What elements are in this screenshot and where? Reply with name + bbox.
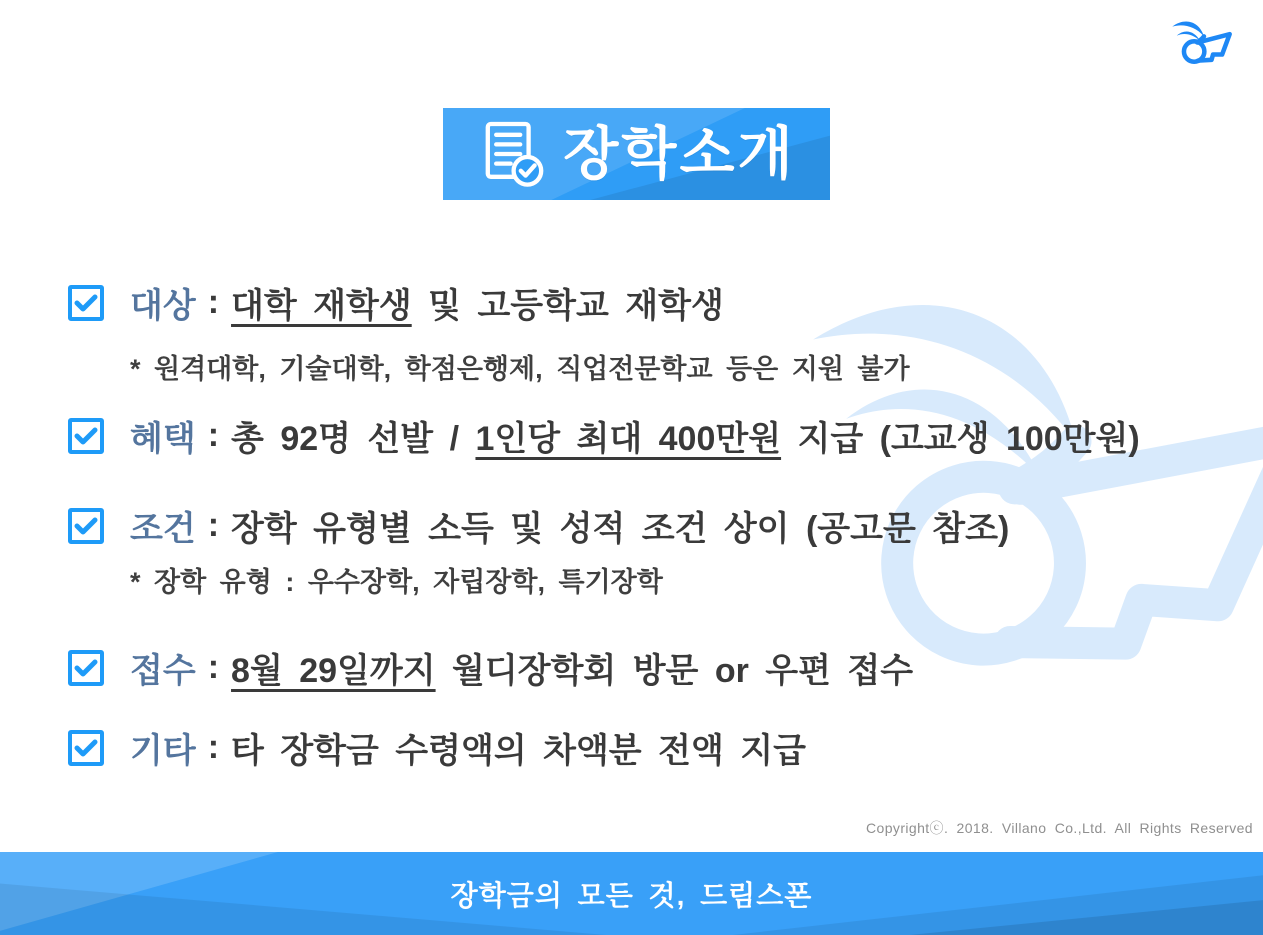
bird-logo-icon <box>1169 16 1245 84</box>
item-text: 타 장학금 수령액의 차액분 전액 지급 <box>231 732 806 770</box>
underlined-text: 대학 재학생 <box>231 287 412 325</box>
title-banner <box>443 108 830 200</box>
footer-bar <box>0 852 1263 935</box>
item-colon: : <box>207 728 220 766</box>
list-item-apply <box>68 643 913 692</box>
checkbox-checked-icon <box>68 730 104 766</box>
item-label: 기타 <box>130 732 196 770</box>
checkbox-checked-icon <box>68 285 104 321</box>
item-colon: : <box>207 648 220 686</box>
item-colon: : <box>207 506 220 544</box>
item-text: 총 92명 선발 / 1인당 최대 400만원 지급 (고교생 100만원) <box>231 420 1140 458</box>
item-colon: : <box>207 416 220 454</box>
item-colon: : <box>207 283 220 321</box>
checkbox-checked-icon <box>68 650 104 686</box>
item-label: 조건 <box>130 510 196 548</box>
item-text: 장학 유형별 소득 및 성적 조건 상이 (공고문 참조) <box>231 510 1010 548</box>
page-title: 장학소개 <box>563 121 796 186</box>
list-item-target <box>68 278 724 327</box>
item-text: 8월 29일까지 월디장학회 방문 or 우편 접수 <box>231 652 914 690</box>
checkbox-checked-icon <box>68 418 104 454</box>
underlined-text: 1인당 최대 400만원 <box>475 420 782 458</box>
item-note: * 원격대학, 기술대학, 학점은행제, 직업전문학교 등은 지원 불가 <box>130 354 910 384</box>
checkbox-checked-icon <box>68 508 104 544</box>
item-label: 혜택 <box>130 420 196 458</box>
item-text: 대학 재학생 및 고등학교 재학생 <box>231 287 724 325</box>
footer-slogan: 장학금의 모든 것, 드림스폰 <box>450 879 813 911</box>
copyright-text: Copyrightⓒ. 2018. Villano Co.,Ltd. All Rights Reserved <box>866 820 1253 836</box>
list-item-condition <box>68 501 1009 550</box>
list-item-etc <box>68 723 806 772</box>
underlined-text: 8월 29일까지 <box>231 652 436 690</box>
item-note: * 장학 유형 : 우수장학, 자립장학, 특기장학 <box>130 567 663 597</box>
item-label: 대상 <box>130 287 196 325</box>
item-label: 접수 <box>130 652 196 690</box>
document-check-icon <box>477 118 549 190</box>
list-item-benefit <box>68 411 1140 460</box>
